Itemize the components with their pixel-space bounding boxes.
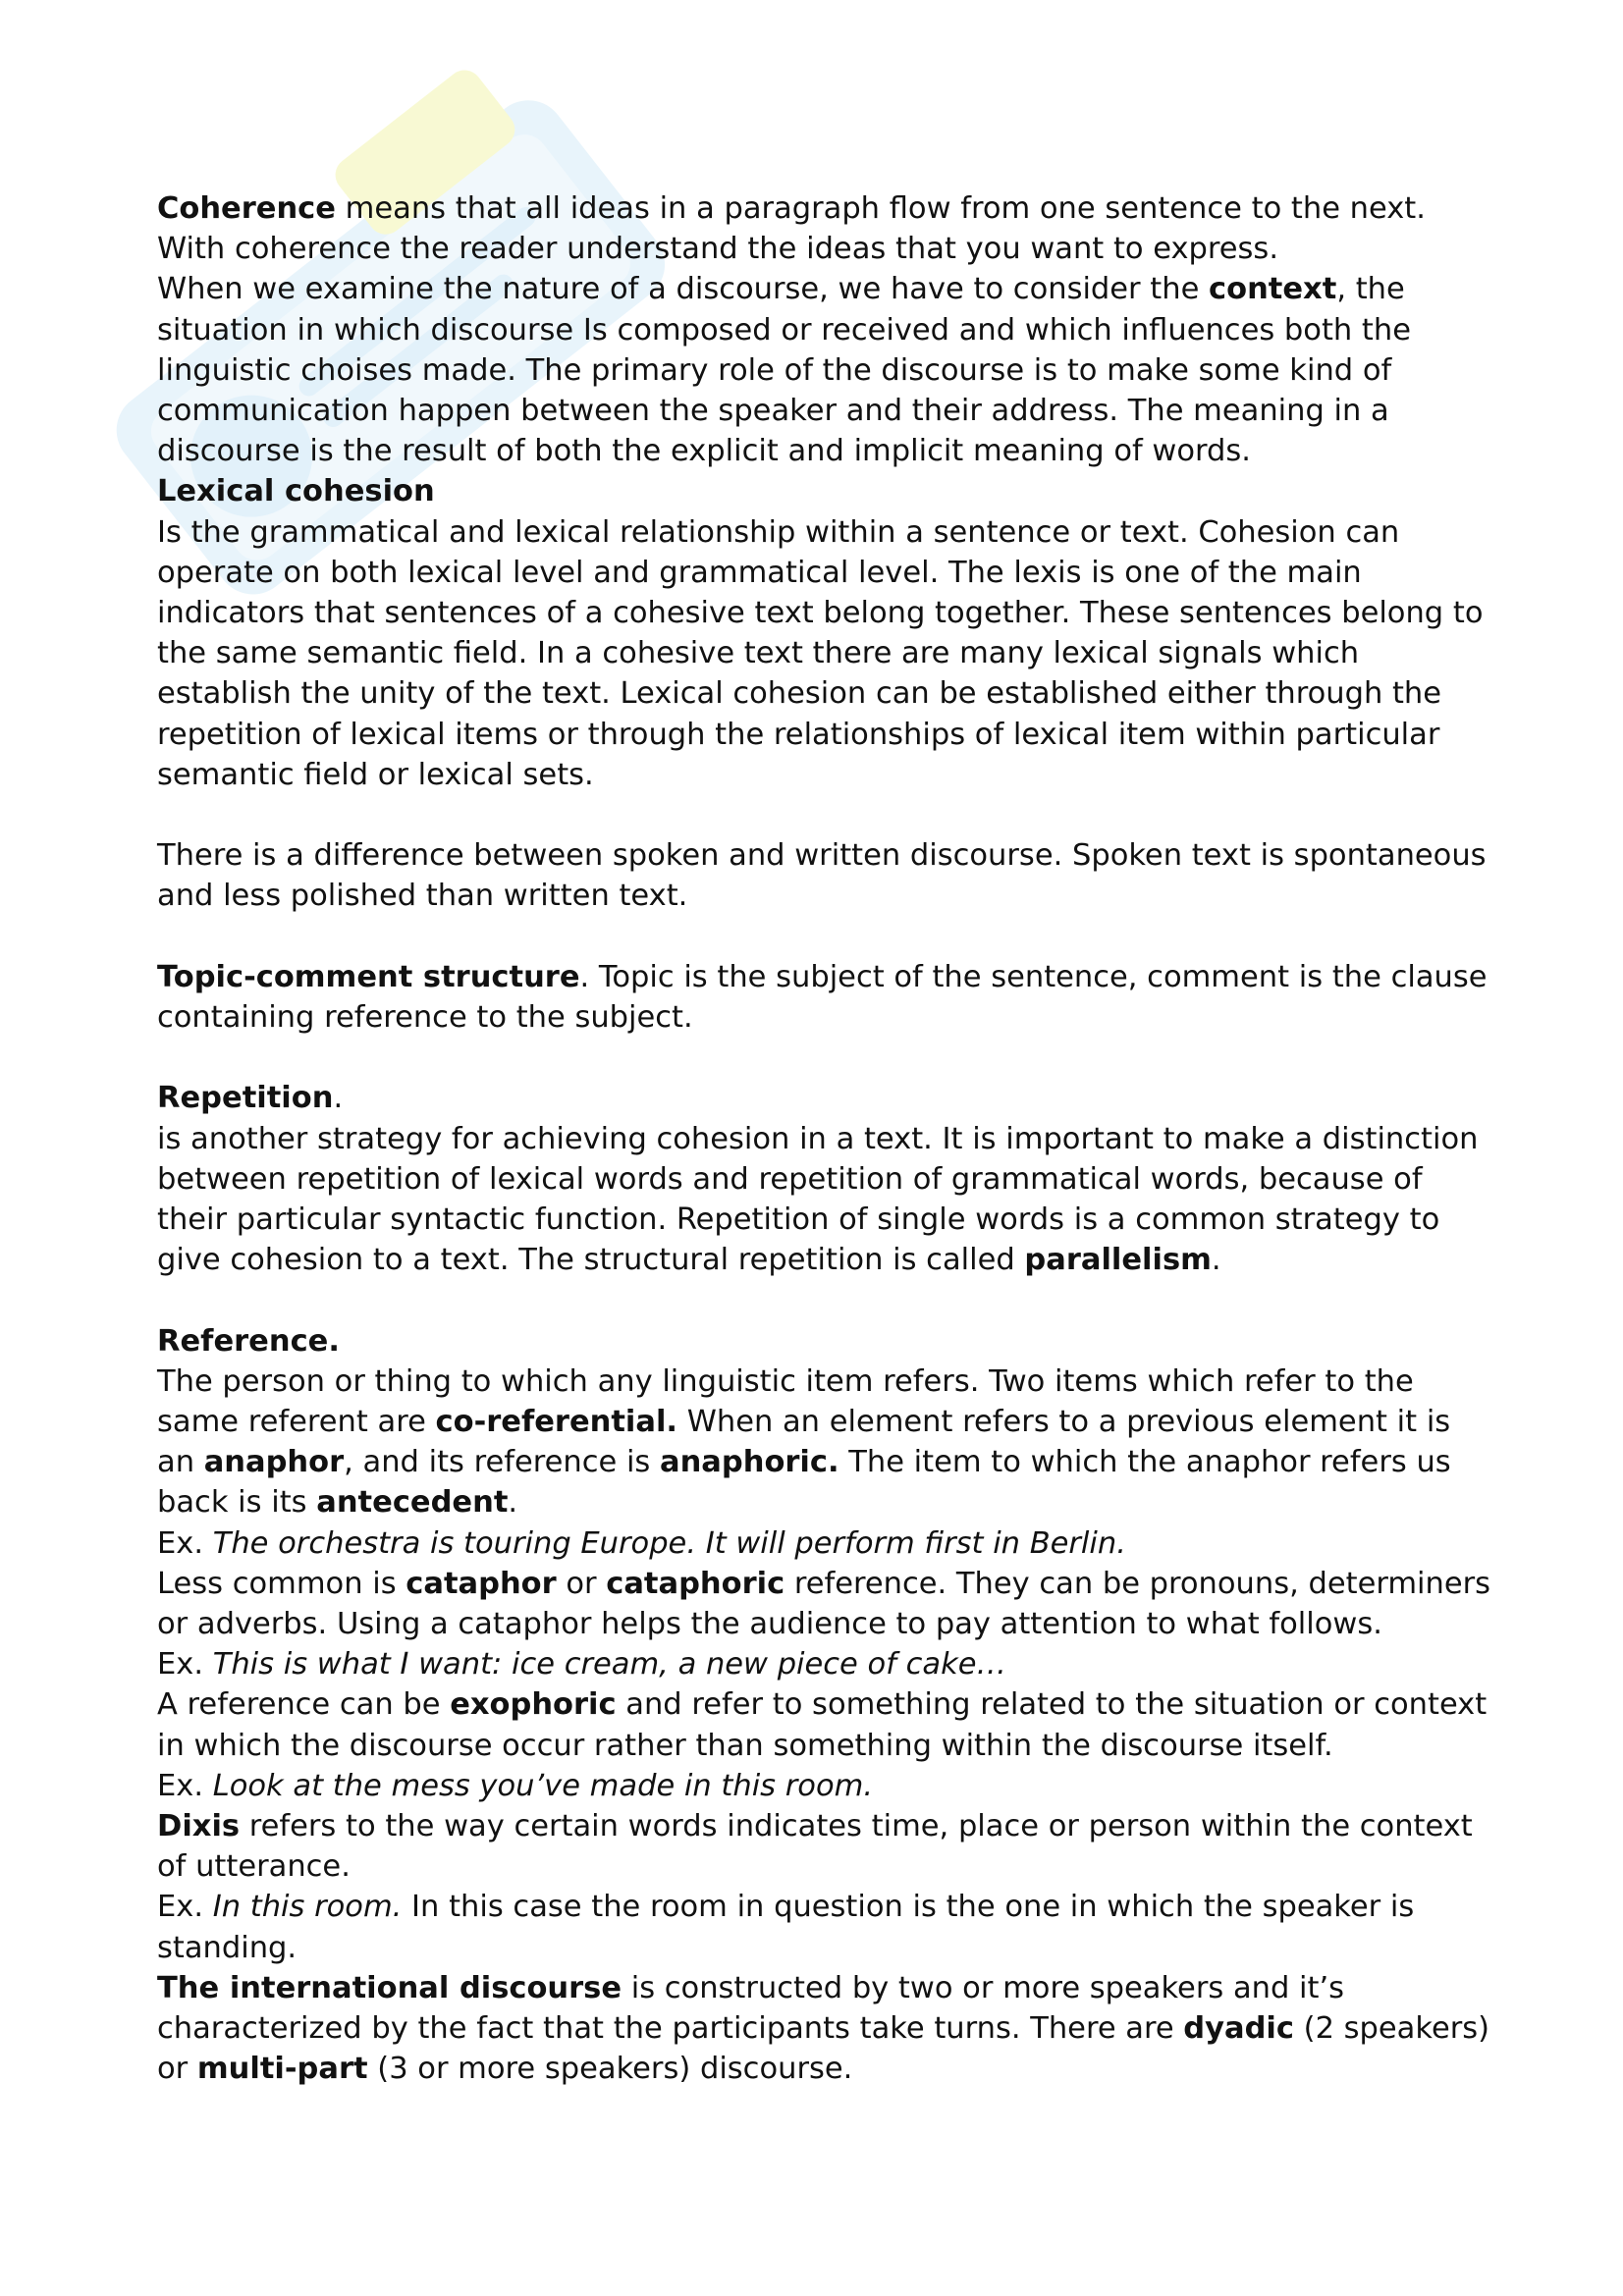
example-exophoric: Ex. Look at the mess you’ve made in this room.	[157, 1768, 874, 1803]
paragraph-context: When we examine the nature of a discourse, we have to consider the context, the situation in which discourse Is composed or received and which influences both the linguistic choises made. The primary role of the discourse is to make some kind of communication happen between the speaker and their address. The meaning in a discourse is the result of both the explicit and implicit meaning of words.	[157, 272, 1411, 469]
term-dixis: Dixis	[157, 1809, 241, 1844]
term-anaphoric: anaphoric.	[660, 1445, 839, 1480]
spacer	[157, 917, 1492, 957]
term-context: context	[1209, 272, 1337, 307]
term-coherence: Coherence	[157, 191, 336, 226]
paragraph-repetition: is another strategy for achieving cohesion in a text. It is important to make a distinction between repetition of lexical words and repetition of grammatical words, because of their particular syntactic function. Repetition of single words is a common strategy to give cohesion to a text. The structural repetition is called parallelism.	[157, 1121, 1479, 1278]
heading-reference: Reference.	[157, 1323, 340, 1359]
paragraph-exophoric: A reference can be exophoric and refer to something related to the situation or context in which the discourse occur rather than something within the discourse itself.	[157, 1687, 1488, 1763]
paragraph-coherence: Coherence means that all ideas in a paragraph flow from one sentence to the next. With coherence the reader understand the ideas that you want to express.	[157, 191, 1426, 267]
paragraph-topic-comment: Topic-comment structure. Topic is the subject of the sentence, comment is the clause containing reference to the subject.	[157, 959, 1488, 1036]
paragraph-international-discourse: The international discourse is constructed by two or more speakers and it’s characterized by the fact that the participants take turns. There are dyadic (2 speakers) or multi-part (3 or more speakers) discourse.	[157, 1970, 1490, 2087]
paragraph-dixis: Dixis refers to the way certain words indicates time, place or person within the context of utterance.	[157, 1809, 1473, 1885]
term-dyadic: dyadic	[1183, 2011, 1294, 2047]
heading-repetition: Repetition.	[157, 1081, 344, 1116]
example-anaphor: Ex. The orchestra is touring Europe. It will perform first in Berlin.	[157, 1525, 1126, 1561]
term-co-referential: co-referential.	[435, 1405, 678, 1440]
example-dixis: Ex. In this room. In this case the room in question is the one in which the speaker is standing.	[157, 1890, 1415, 1965]
term-cataphor: cataphor	[406, 1566, 557, 1601]
term-multi-part: multi-part	[196, 2052, 368, 2087]
heading-lexical-cohesion: Lexical cohesion	[157, 474, 435, 509]
term-exophoric: exophoric	[450, 1687, 617, 1723]
spacer	[157, 795, 1492, 835]
term-parallelism: parallelism	[1024, 1243, 1212, 1278]
paragraph-reference: The person or thing to which any linguistic item refers. Two items which refer to the same referent are co-referential. When an element refers to a previous element it is an anaphor, and its reference is anaphoric. The item to which the anaphor refers us back is its antecedent.	[157, 1363, 1451, 1521]
term-topic-comment: Topic-comment structure	[157, 959, 580, 994]
paragraph-lexical-cohesion: Is the grammatical and lexical relationship within a sentence or text. Cohesion can operate on both lexical level and grammatical level. The lexis is one of the main indicators that sentences of a cohesive text belong together. These sentences belong to the same semantic field. In a cohesive text there are many lexical signals which establish the unity of the text. Lexical cohesion can be established either through the repetition of lexical items or through the relationships of lexical item within particular semantic field or lexical sets.	[157, 514, 1484, 792]
term-international-discourse: The international discourse	[157, 1970, 622, 2005]
term-antecedent: antecedent	[316, 1485, 509, 1521]
paragraph-spoken-written: There is a difference between spoken and written discourse. Spoken text is spontaneous and less polished than written text.	[157, 838, 1487, 914]
spacer	[157, 1038, 1492, 1078]
term-cataphoric: cataphoric	[606, 1566, 785, 1601]
spacer	[157, 1280, 1492, 1320]
document-body	[157, 188, 1492, 2089]
term-anaphor: anaphor	[203, 1445, 345, 1480]
paragraph-cataphor: Less common is cataphor or cataphoric reference. They can be pronouns, determiners or adverbs. Using a cataphor helps the audience to pay attention to what follows.	[157, 1566, 1491, 1642]
example-cataphor: Ex. This is what I want: ice cream, a new piece of cake…	[157, 1647, 1006, 1682]
